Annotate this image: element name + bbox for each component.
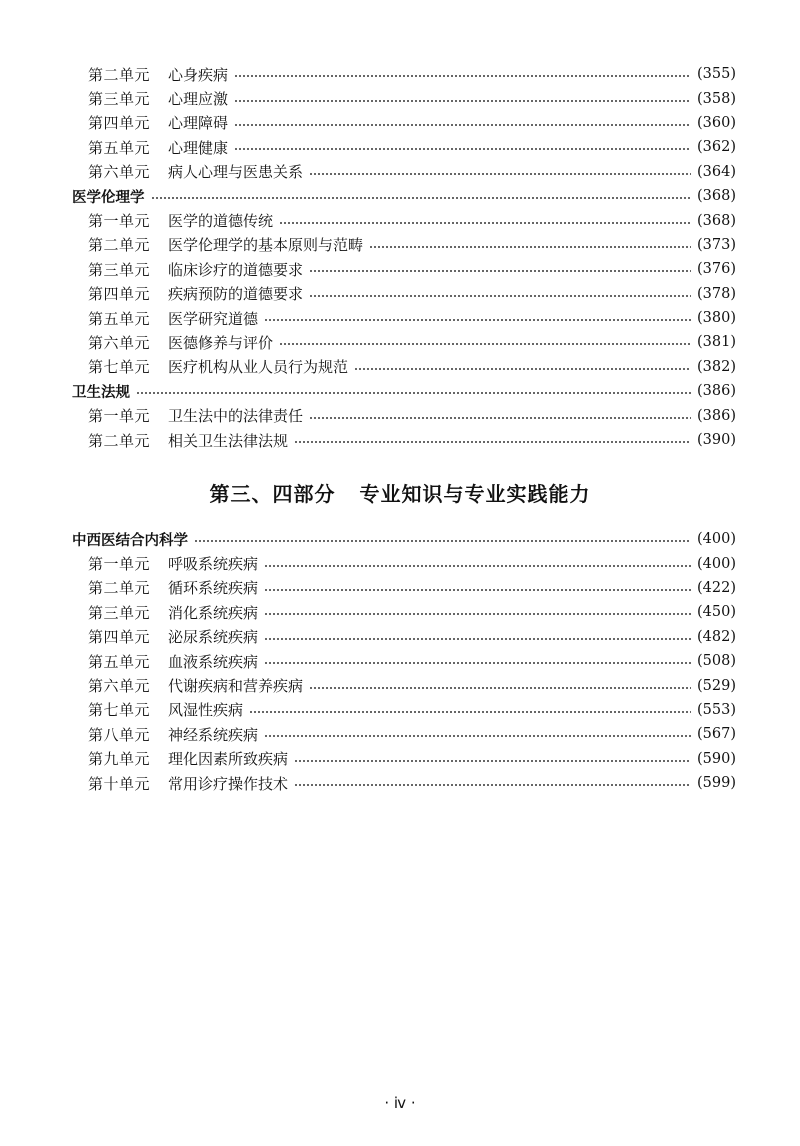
dot-leader [264,565,691,567]
toc-unit-number: 第一单元 [88,407,151,426]
toc-entry-title: 心理健康 [168,138,229,157]
toc-entry-title: 卫生法中的法律责任 [168,407,304,426]
toc-unit-row[interactable] [72,403,736,427]
toc-unit-number: 第三单元 [88,603,151,622]
toc-page-number: (553) [697,701,736,718]
toc-unit-number: 第一单元 [88,212,151,231]
toc-unit-row[interactable] [72,135,736,159]
dot-leader [294,441,691,443]
toc-unit-number: 第五单元 [88,138,151,157]
toc-entry-title: 医学伦理学的基本原则与范畴 [168,236,364,255]
toc-page-number: (400) [697,555,736,572]
toc-subject-row[interactable] [72,527,736,551]
toc-unit-number: 第一单元 [88,555,151,574]
dot-leader [234,124,691,126]
toc-unit-number: 第四单元 [88,285,151,304]
toc-page-number: (390) [697,432,736,449]
toc-page-number: (368) [697,212,736,229]
toc-unit-row[interactable] [72,62,736,86]
toc-entry-title: 临床诊疗的道德要求 [168,260,304,279]
dot-leader [234,100,691,102]
dot-leader [294,760,691,762]
toc-unit-row[interactable] [72,600,736,624]
toc-entry-title: 心身疾病 [168,65,229,84]
part-heading [0,478,800,507]
toc-entry-title: 医学研究道德 [168,309,259,328]
toc-section-2 [72,527,736,795]
toc-unit-number: 第六单元 [88,677,151,696]
toc-entry-title: 循环系统疾病 [168,579,259,598]
toc-page-number: (590) [697,750,736,767]
toc-entry-title: 风湿性疾病 [168,701,244,720]
toc-unit-row[interactable] [72,722,736,746]
dot-leader [151,197,692,199]
toc-page-number: (567) [697,726,736,743]
dot-leader [309,295,691,297]
page-folio: · ⅳ · [384,1094,416,1112]
part-title: 专业知识与专业实践能力 [359,482,591,506]
toc-unit-row[interactable] [72,86,736,110]
toc-unit-row[interactable] [72,673,736,697]
toc-entry-title: 医学的道德传统 [168,212,274,231]
dot-leader [136,392,691,394]
toc-unit-row[interactable] [72,233,736,257]
toc-unit-row[interactable] [72,306,736,330]
toc-page-number: (482) [697,628,736,645]
dot-leader [264,613,691,615]
toc-page-number: (368) [697,188,736,205]
toc-unit-row[interactable] [72,747,736,771]
toc-unit-number: 第二单元 [88,65,151,84]
toc-unit-number: 第六单元 [88,163,151,182]
toc-unit-number: 第九单元 [88,750,151,769]
toc-page-number: (400) [697,531,736,548]
toc-entry-title: 心理障碍 [168,114,229,133]
toc-unit-number: 第四单元 [88,114,151,133]
toc-entry-title: 理化因素所致疾病 [168,750,289,769]
part-number: 第三、四部分 [209,482,336,506]
toc-page-number: (362) [697,139,736,156]
toc-unit-number: 第七单元 [88,701,151,720]
toc-unit-number: 第四单元 [88,628,151,647]
dot-leader [309,270,691,272]
dot-leader [279,343,691,345]
dot-leader [369,246,691,248]
toc-page-number: (376) [697,261,736,278]
toc-entry-title: 血液系统疾病 [168,652,259,671]
toc-page-number: (355) [697,66,736,83]
toc-unit-number: 第八单元 [88,725,151,744]
toc-page-number: (422) [697,579,736,596]
toc-unit-row[interactable] [72,355,736,379]
toc-unit-row[interactable] [72,111,736,135]
toc-unit-number: 第五单元 [88,309,151,328]
toc-entry-title: 相关卫生法律法规 [168,431,289,450]
toc-entry-title: 泌尿系统疾病 [168,628,259,647]
toc-entry-title: 卫生法规 [72,384,130,401]
toc-page-number: (382) [697,358,736,375]
toc-page-number: (381) [697,334,736,351]
toc-unit-row[interactable] [72,282,736,306]
toc-page-number: (364) [697,163,736,180]
dot-leader [264,735,691,737]
toc-unit-number: 第二单元 [88,236,151,255]
dot-leader [194,540,691,542]
toc-unit-row[interactable] [72,576,736,600]
toc-unit-number: 第三单元 [88,90,151,109]
toc-unit-row[interactable] [72,257,736,281]
toc-unit-number: 第五单元 [88,652,151,671]
toc-page-number: (360) [697,114,736,131]
toc-entry-title: 代谢疾病和营养疾病 [168,677,304,696]
toc-entry-title: 疾病预防的道德要求 [168,285,304,304]
toc-entry-title: 病人心理与医患关系 [168,163,304,182]
dot-leader [309,417,691,419]
toc-entry-title: 中西医结合内科学 [72,532,188,549]
toc-unit-row[interactable] [72,428,736,452]
dot-leader [264,638,691,640]
dot-leader [279,222,691,224]
toc-unit-row[interactable] [72,649,736,673]
toc-entry-title: 呼吸系统疾病 [168,555,259,574]
toc-subject-row[interactable] [72,379,736,403]
toc-entry-title: 常用诊疗操作技术 [168,774,289,793]
dot-leader [264,589,691,591]
dot-leader [309,687,691,689]
toc-entry-title: 消化系统疾病 [168,603,259,622]
toc-page-number: (373) [697,236,736,253]
toc-unit-row[interactable] [72,160,736,184]
toc-unit-row[interactable] [72,698,736,722]
toc-page-number: (529) [697,677,736,694]
toc-page-number: (508) [697,653,736,670]
toc-entry-title: 医德修养与评价 [168,333,274,352]
toc-page-number: (450) [697,604,736,621]
toc-section-1 [72,62,736,452]
toc-page-number: (386) [697,407,736,424]
toc-entry-title: 医学伦理学 [72,189,145,206]
toc-page-number: (386) [697,383,736,400]
toc-entry-title: 神经系统疾病 [168,725,259,744]
toc-entry-title: 医疗机构从业人员行为规范 [168,358,349,377]
toc-unit-row[interactable] [72,551,736,575]
toc-unit-row[interactable] [72,625,736,649]
dot-leader [249,711,691,713]
toc-unit-number: 第二单元 [88,431,151,450]
toc-page-number: (378) [697,285,736,302]
toc-unit-number: 第三单元 [88,260,151,279]
dot-leader [234,75,691,77]
toc-entry-title: 心理应激 [168,90,229,109]
toc-page-number: (599) [697,775,736,792]
toc-unit-number: 第二单元 [88,579,151,598]
dot-leader [234,148,691,150]
toc-subject-row[interactable] [72,184,736,208]
toc-unit-number: 第十单元 [88,774,151,793]
dot-leader [354,368,691,370]
toc-unit-number: 第七单元 [88,358,151,377]
dot-leader [264,319,691,321]
toc-unit-row[interactable] [72,771,736,795]
dot-leader [264,662,691,664]
dot-leader [294,784,691,786]
toc-unit-row[interactable] [72,208,736,232]
toc-page-number: (380) [697,310,736,327]
toc-unit-number: 第六单元 [88,333,151,352]
toc-page-number: (358) [697,90,736,107]
dot-leader [309,173,691,175]
toc-unit-row[interactable] [72,330,736,354]
